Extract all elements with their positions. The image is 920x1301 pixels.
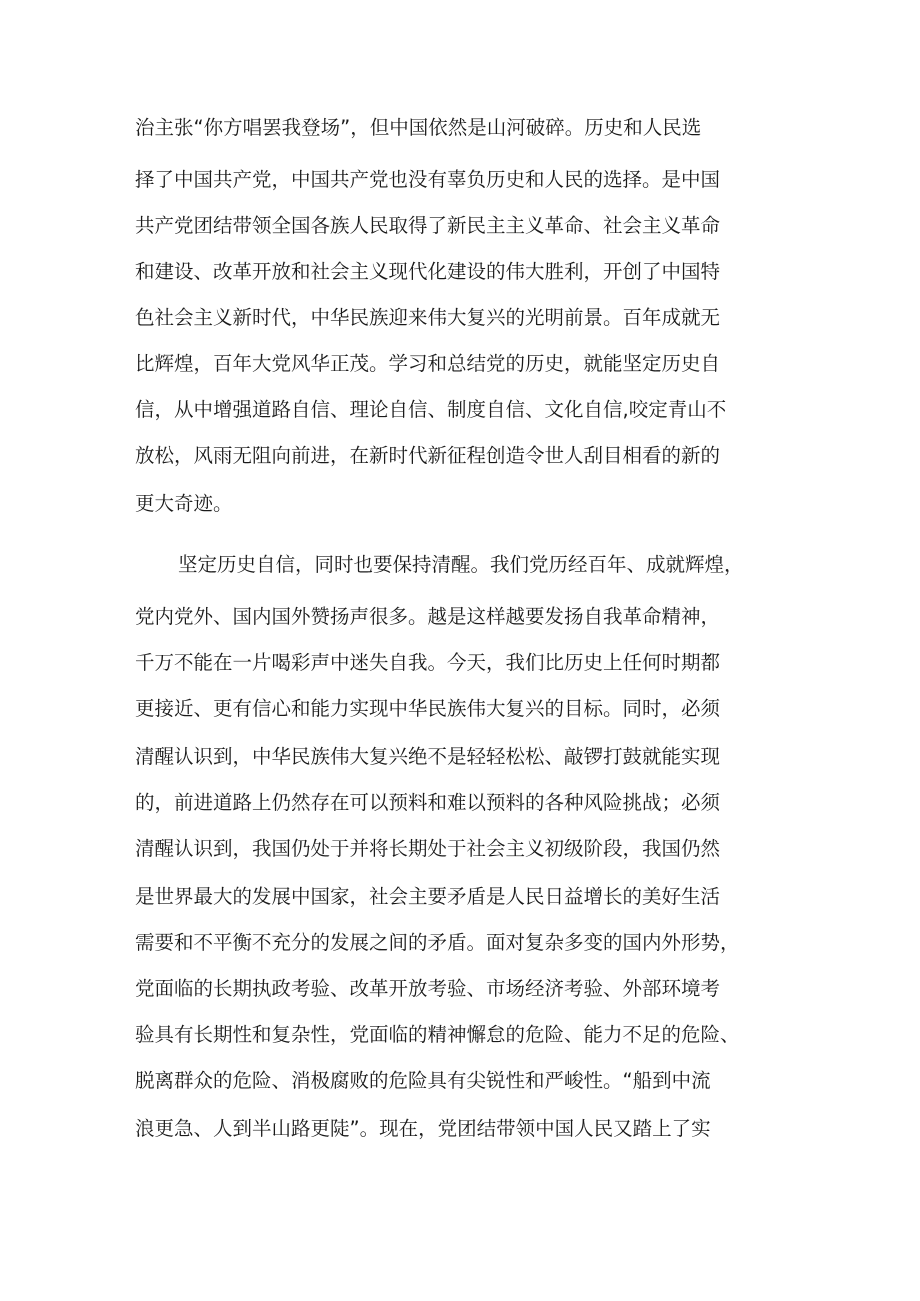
text-line: 浪更急、人到半山路更陡”。现在，党团结带领中国人民又踏上了实	[135, 1117, 711, 1140]
text-line: 千万不能在一片喝彩声中迷失自我。今天，我们比历史上任何时期都	[135, 651, 721, 674]
text-line: 放松，风雨无阻向前进，在新时代新征程创造令世人刮目相看的新的	[135, 444, 721, 467]
text-line: 共产党团结带领全国各族人民取得了新民主主义革命、社会主义革命	[135, 214, 721, 237]
text-line: 验具有长期性和复杂性，党面临的精神懈怠的危险、能力不足的危险、	[135, 1023, 740, 1046]
text-line: 色社会主义新时代，中华民族迎来伟大复兴的光明前景。百年成就无	[135, 306, 721, 329]
text-line: 的，前进道路上仍然存在可以预料和难以预料的各种风险挑战；必须	[135, 791, 721, 814]
text-line: 需要和不平衡不充分的发展之间的矛盾。面对复杂多变的国内外形势，	[135, 931, 740, 954]
text-line: 治主张“你方唱罢我登场”，但中国依然是山河破碎。历史和人民选	[135, 116, 702, 139]
text-line: 更大奇迹。	[135, 492, 233, 515]
text-line: 清醒认识到，中华民族伟大复兴绝不是轻轻松松、敲锣打鼓就能实现	[135, 745, 721, 768]
text-line: 清醒认识到，我国仍处于并将长期处于社会主义初级阶段，我国仍然	[135, 837, 721, 860]
text-line: 脱离群众的危险、消极腐败的危险具有尖锐性和严峻性。“船到中流	[135, 1069, 711, 1092]
text-line: 和建设、改革开放和社会主义现代化建设的伟大胜利，开创了中国特	[135, 260, 721, 283]
text-line: 党面临的长期执政考验、改革开放考验、市场经济考验、外部环境考	[135, 977, 721, 1000]
text-line: 更接近、更有信心和能力实现中华民族伟大复兴的目标。同时，必须	[135, 697, 721, 720]
text-line: 党内党外、国内国外赞扬声很多。越是这样越要发扬自我革命精神，	[135, 605, 721, 628]
text-line: 坚定历史自信，同时也要保持清醒。我们党历经百年、成就辉煌，	[178, 553, 744, 576]
text-line: 信，从中增强道路自信、理论自信、制度自信、文化自信,咬定青山不	[135, 398, 727, 421]
text-line: 是世界最大的发展中国家，社会主要矛盾是人民日益增长的美好生活	[135, 885, 721, 908]
text-line: 择了中国共产党，中国共产党也没有辜负历史和人民的选择。是中国	[135, 168, 721, 191]
text-line: 比辉煌，百年大党风华正茂。学习和总结党的历史，就能坚定历史自	[135, 352, 721, 375]
